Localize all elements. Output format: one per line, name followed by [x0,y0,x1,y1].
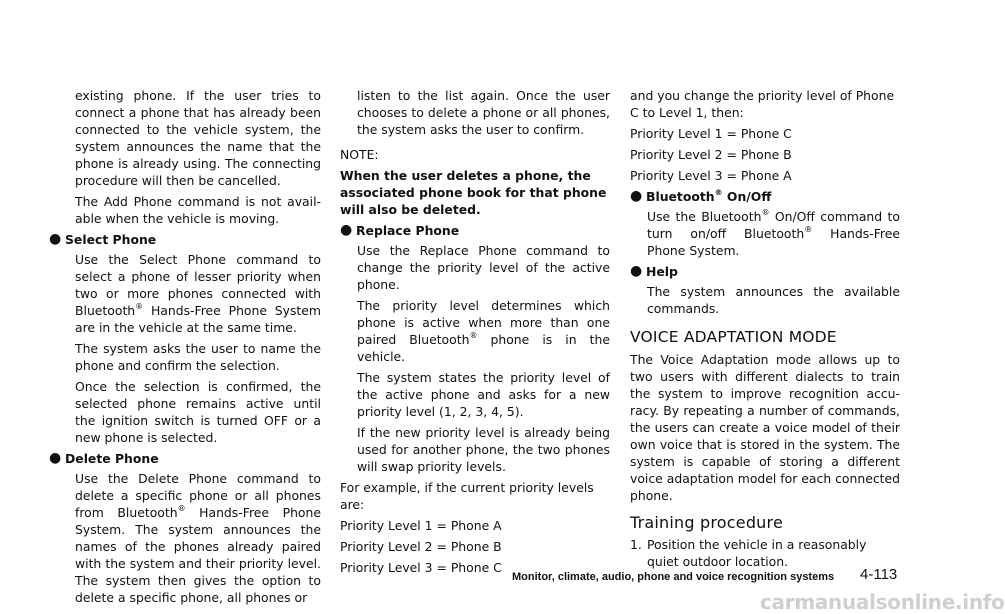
paragraph: Use the Delete Phone command to delete a specific phone or all phones from Bluetooth® Hands-Free Phone System. The system announces the names of the phones already paired with the system and their priority level. The system then gives the option to delete a specific phone, all phones or [75,471,321,605]
bullet-delete-phone [49,450,321,467]
paragraph: listen to the list again. Once the user chooses to delete a phone or all phones, the system asks the user to confirm. [357,88,610,137]
priority-line: Priority Level 3 = Phone A [630,168,792,183]
note-label: NOTE: [340,147,379,162]
bullet-title: Bluetooth® On/Off [646,188,772,204]
paragraph: and you change the priority level of Phone C to Level 1, then: [630,88,895,120]
paragraph: If the new priority level is already being used for another phone, the two phones will swap priority levels. [357,425,610,474]
section-heading: VOICE ADAPTATION MODE [630,328,837,346]
column-3 [630,87,900,570]
column-1 [49,87,321,610]
bullet-title: Delete Phone [65,451,159,466]
note-text: When the user deletes a phone, the associated phone book for that phone will also be deleted. [340,168,607,217]
step-number: 1. [630,537,642,552]
paragraph: Once the selection is confirmed, the selected phone remains active until the ignition switch is turned OFF or a new phone is selected. [75,379,321,445]
registered-mark: ® [135,302,144,311]
registered-mark: ® [714,188,723,197]
bullet-bluetooth-onoff [630,188,900,205]
priority-line: Priority Level 3 = Phone C [340,560,502,575]
bullet-icon: ● [49,231,62,247]
paragraph: The Add Phone command is not avail-able when the vehicle is moving. [75,194,321,226]
priority-line: Priority Level 1 = Phone A [340,518,502,533]
bullet-select-phone [49,231,321,248]
page-number: 4-113 [860,566,898,583]
registered-mark: ® [177,504,186,513]
bullet-title: Select Phone [65,232,157,247]
bullet-icon: ● [630,188,643,204]
priority-line: Priority Level 2 = Phone B [340,539,502,554]
bullet-replace-phone [340,222,610,239]
registered-mark: ® [761,208,770,217]
paragraph: The system announces the available commands. [647,284,900,316]
paragraph: The priority level determines which phone is active when more than one paired Bluetooth® phone is in the vehicle. [357,298,610,364]
paragraph: Use the Bluetooth® On/Off command to turn on/off Bluetooth® Hands-Free Phone System. [647,208,900,258]
bullet-icon: ● [340,222,353,238]
registered-mark: ® [804,225,813,234]
paragraph: Use the Select Phone command to select a phone of lesser priority when two or more phones connected with Bluetooth® Hands-Free Phone System are in the vehicle at the same time. [75,252,321,335]
bullet-help [630,263,900,280]
paragraph: The Voice Adaptation mode allows up to two users with different dialects to train the system to improve recognition accu-racy. By repeating a number of commands, the users can create a voice model of their own voice that is stored in the system. The system is capable of storing a different voice adaptation model for each connected phone. [630,352,900,503]
footer-section-title: Monitor, climate, audio, phone and voice recognition systems [512,571,835,583]
step-text: Position the vehicle in a reasonably quiet outdoor location. [647,537,867,569]
watermark: carmanualsonline.info [760,590,1005,614]
bullet-title: Replace Phone [356,223,460,238]
registered-mark: ® [469,331,478,340]
column-2 [340,87,610,580]
bullet-icon: ● [630,263,643,279]
paragraph: The system states the priority level of the active phone and asks for a new priority level (1, 2, 3, 4, 5). [357,370,610,419]
paragraph: For example, if the current priority levels are: [340,480,594,512]
subsection-heading: Training procedure [630,513,783,532]
bullet-title: Help [646,264,678,279]
paragraph: Use the Replace Phone command to change the priority level of the active phone. [357,243,610,292]
priority-line: Priority Level 2 = Phone B [630,147,792,162]
step-1 [630,536,900,570]
priority-line: Priority Level 1 = Phone C [630,126,792,141]
paragraph: existing phone. If the user tries to connect a phone that has already been connected to the vehicle system, the system announces the name that the phone is already using. The connecting procedure will then be cancelled. [75,88,321,188]
bullet-icon: ● [49,450,62,466]
paragraph: The system asks the user to name the phone and confirm the selection. [75,341,321,373]
